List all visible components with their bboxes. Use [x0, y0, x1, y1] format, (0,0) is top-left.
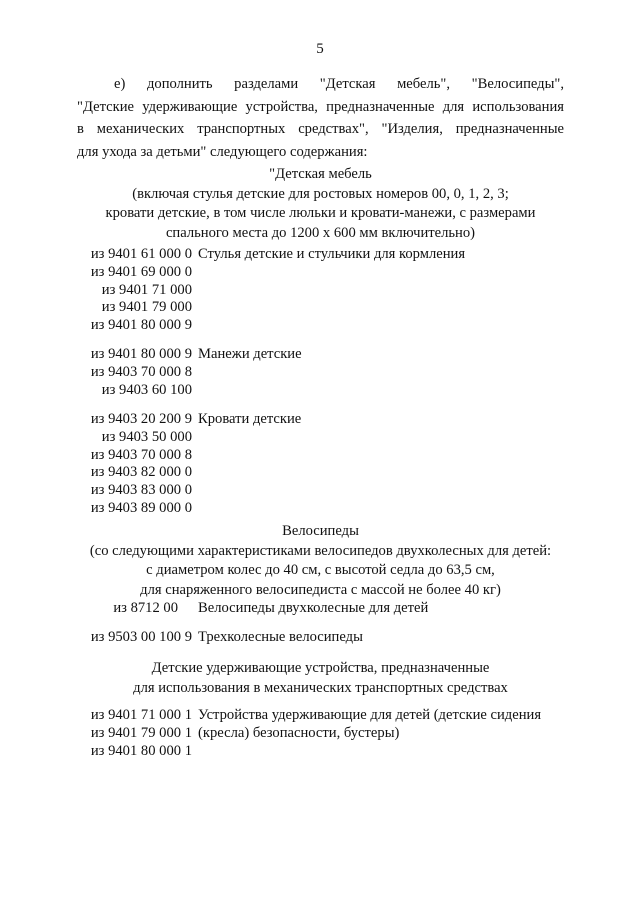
heading-line: (со следующими характеристиками велосипедов двухколесных для детей:: [89, 542, 552, 559]
product-description: [198, 411, 568, 429]
intro-line: "Детские удерживающие устройства, предназначенные для использования: [77, 98, 564, 115]
section-heading-bicycles: [77, 522, 564, 600]
intro-line: е) дополнить разделами "Детская мебель", "Велосипеды",: [114, 76, 564, 92]
tariff-code: из 9403 70 000 8: [90, 446, 192, 463]
tariff-code: из 9403 20 200 9: [90, 411, 192, 427]
heading-line: для использования в механических транспортных средствах: [133, 679, 508, 696]
intro-line: в механических транспортных средствах", "Изделия, предназначенные: [77, 121, 564, 137]
tariff-code: из 9401 79 000: [101, 299, 192, 316]
tariff-code: из 9401 71 000 1: [90, 707, 192, 723]
heading-line: спального места до 1200 х 600 мм включительно): [165, 224, 476, 241]
tariff-code: из 9503 00 100 9: [90, 629, 192, 645]
tariff-code: из 9403 83 000 0: [90, 482, 192, 499]
heading-line: кровати детские, в том числе люльки и кровати-манежи, с размерами: [105, 205, 536, 221]
description-line: Стулья детские и стульчики для кормления: [198, 246, 466, 262]
heading-line: с диаметром колес до 40 см, с высотой седла до 63,5 см,: [146, 562, 495, 578]
tariff-code: из 9401 80 000 9: [90, 317, 192, 334]
description-line: Трехколесные велосипеды: [198, 629, 363, 645]
code-list: [77, 411, 192, 518]
tariff-code: из 9401 79 000 1: [90, 724, 192, 741]
intro-paragraph: [77, 73, 564, 163]
heading-line: для снаряженного велосипедиста с массой не более 40 кг): [140, 581, 501, 598]
section-heading-furniture: [77, 165, 564, 243]
code-list: [77, 246, 192, 335]
heading-line: Велосипеды: [282, 523, 359, 539]
heading-line: "Детская мебель: [269, 166, 372, 182]
product-description: [198, 246, 568, 264]
tariff-code: из 9403 82 000 0: [90, 464, 192, 481]
code-list: [77, 346, 192, 399]
description-line: Устройства удерживающие для детей (детские сидения: [198, 707, 542, 723]
heading-line: Детские удерживающие устройства, предназначенные: [151, 660, 490, 676]
tariff-code: из 9403 50 000: [101, 428, 192, 445]
code-list: [77, 707, 192, 760]
description-line: Кровати детские: [198, 411, 302, 427]
tariff-code: из 9401 69 000 0: [90, 263, 192, 280]
tariff-code: из 9401 71 000: [101, 281, 192, 298]
code-list: [77, 600, 178, 618]
tariff-code: из 9403 70 000 8: [90, 363, 192, 380]
description-line: Велосипеды двухколесные для детей: [198, 600, 429, 616]
section-heading-child-restraints: [77, 659, 564, 698]
intro-line: для ухода за детьми" следующего содержания:: [77, 143, 368, 160]
description-line: Манежи детские: [198, 346, 302, 362]
page-number: 5: [316, 41, 324, 57]
product-description: [198, 629, 568, 647]
tariff-code: из 9401 61 000 0: [90, 246, 192, 262]
description-line: (кресла) безопасности, бустеры): [198, 724, 400, 741]
product-description: [198, 346, 568, 364]
code-list: [77, 629, 192, 647]
product-description: [198, 707, 568, 743]
tariff-code: из 9403 60 100: [101, 381, 192, 398]
tariff-code: из 9403 89 000 0: [90, 499, 192, 516]
tariff-code: из 9401 80 000 1: [90, 742, 192, 759]
tariff-code: из 8712 00: [113, 600, 178, 616]
product-description: [198, 600, 568, 618]
heading-line: (включая стулья детские для ростовых номеров 00, 0, 1, 2, 3;: [132, 185, 509, 202]
tariff-code: из 9401 80 000 9: [90, 346, 192, 362]
